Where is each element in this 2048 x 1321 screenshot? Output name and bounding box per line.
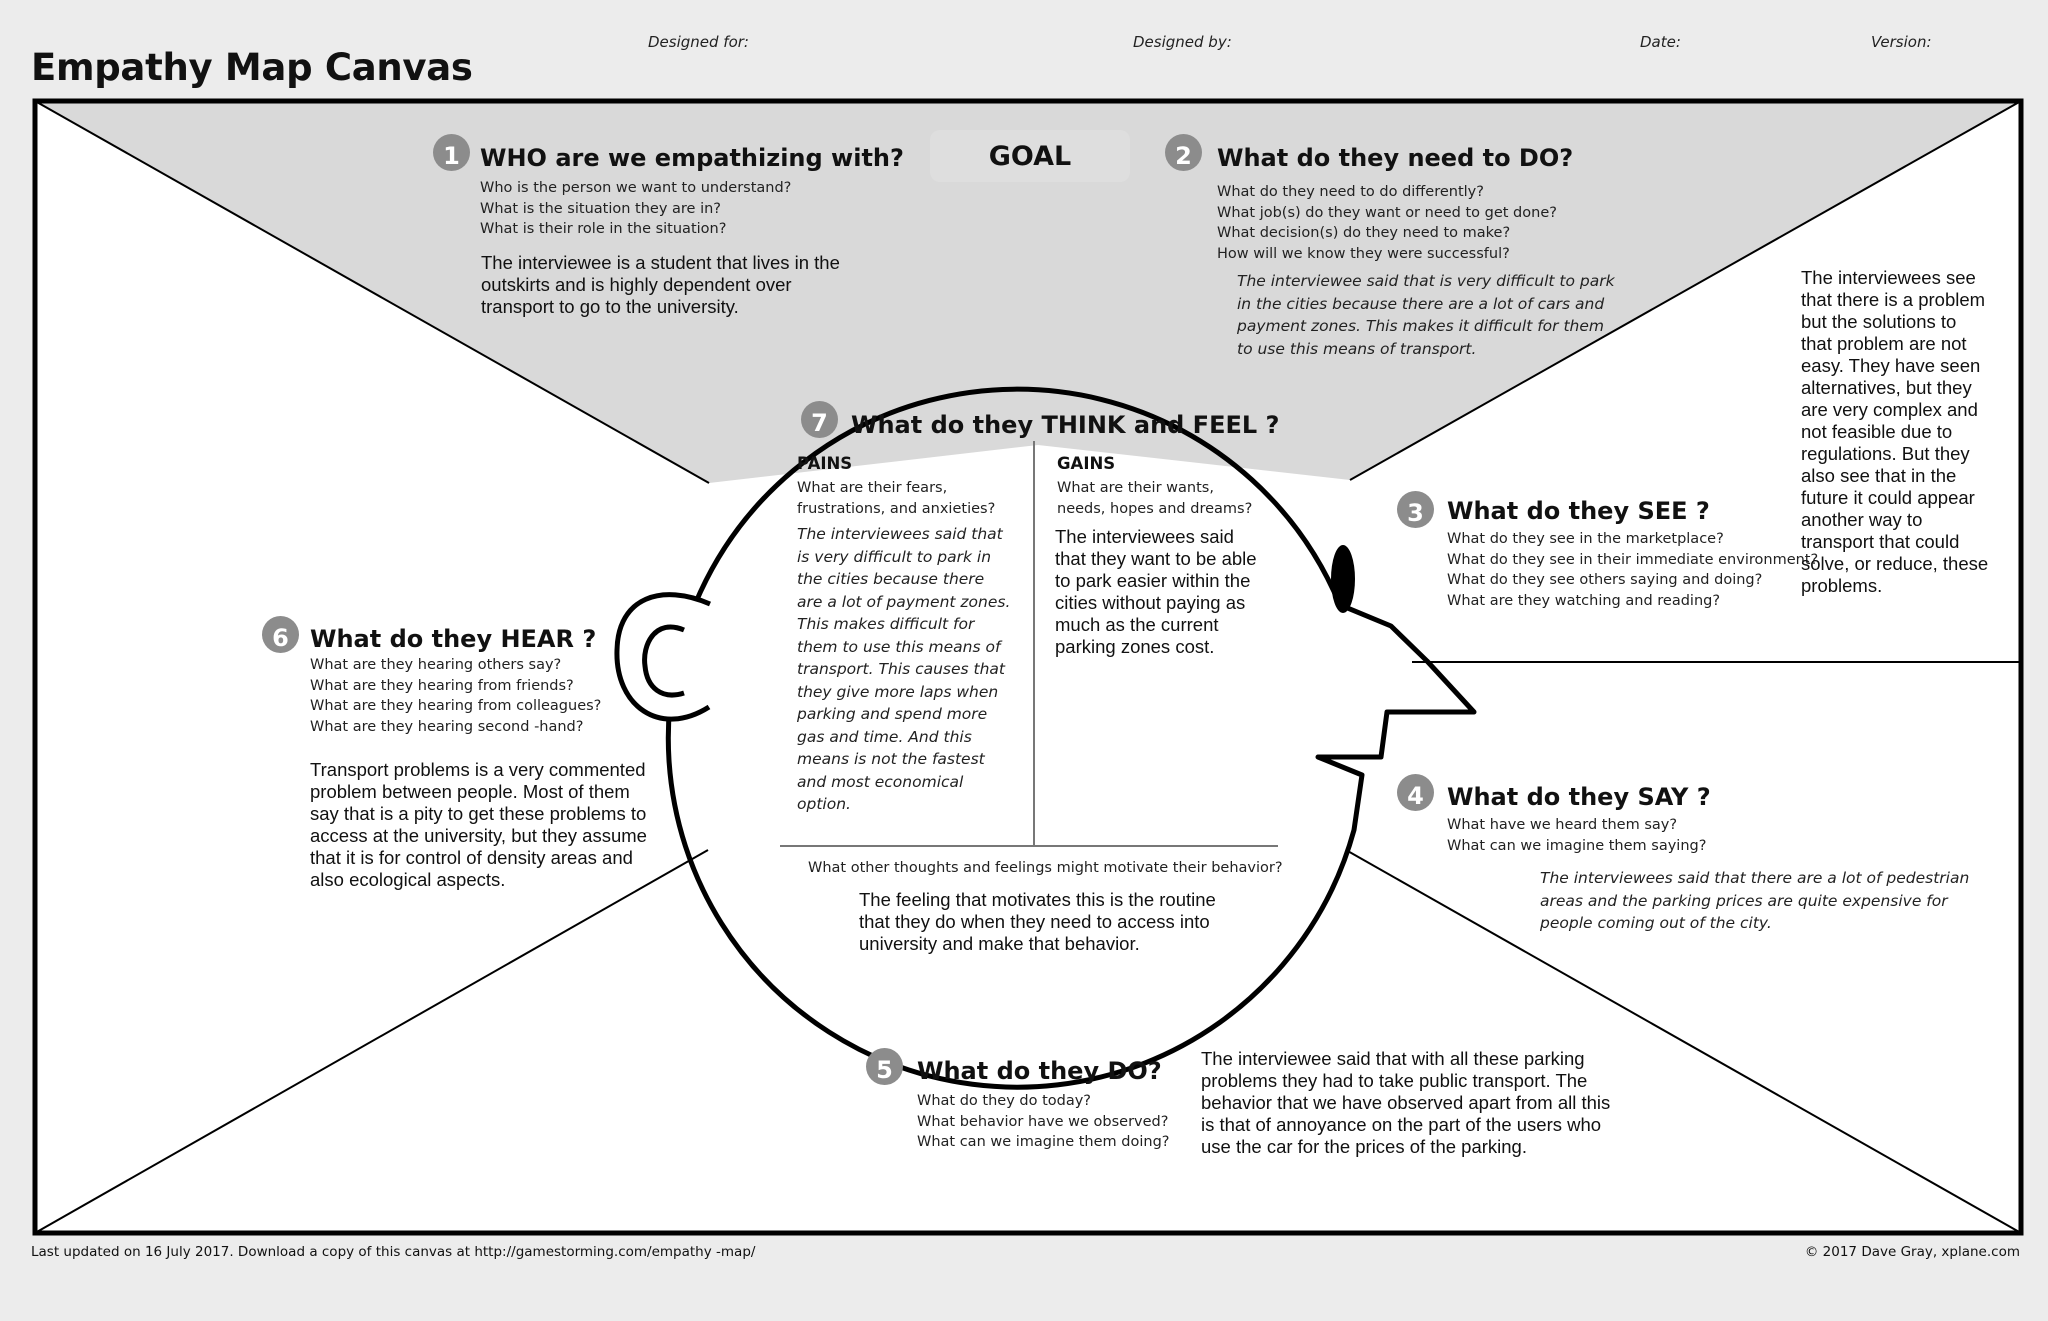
section-number-3: 3: [1397, 491, 1434, 528]
pains-answer: The interviewees said that is very difficult to park in the cities because there are a lot of payment zones. This makes difficult for them to use this means of transport. This causes that they give more laps when parking and spend more gas and time. And this means is not the fastest and most economical option.: [797, 525, 1011, 813]
who-answer: The interviewee is a student that lives in the outskirts and is highly dependent over transport to go to the university.: [481, 252, 840, 317]
footer-download-note: Last updated on 16 July 2017. Download a copy of this canvas at http://gamestorming.com/empathy -map/: [31, 1244, 756, 1260]
goal-label: GOAL: [930, 130, 1130, 182]
hear-questions: [310, 655, 601, 737]
pains-question: frustrations, and anxieties?: [797, 500, 996, 517]
who-question: Who is the person we want to understand?: [480, 180, 792, 196]
think-feel-title: What do they THINK and FEEL ?: [851, 411, 1280, 439]
do-question: What do they do today?: [917, 1093, 1091, 1109]
do-questions: [917, 1091, 1169, 1153]
gains-heading: GAINS: [1057, 454, 1116, 473]
hear-answer: Transport problems is a very commented problem between people. Most of them say that is a pity to get these problems to access at the university, but they assume that it is for control of density areas and also ecological aspects.: [310, 759, 647, 890]
need-to-do-answer: The interviewee said that is very difficult to park in the cities because there are a lot of cars and payment zones. This makes it difficult for them to use this means of transport.: [1237, 272, 1615, 358]
say-questions: [1447, 815, 1706, 856]
need-to-do-title: What do they need to DO?: [1217, 144, 1574, 172]
need-to-do-questions: [1217, 182, 1557, 264]
see-title: What do they SEE ?: [1447, 497, 1710, 525]
hear-question: What are they hearing second -hand?: [310, 718, 584, 735]
say-title: What do they SAY ?: [1447, 783, 1711, 811]
designed-by-label: Designed by:: [1133, 33, 1232, 51]
do-question: What behavior have we observed?: [917, 1113, 1169, 1130]
see-answer: The interviewees see that there is a problem but the solutions to that problem are not easy. They have seen alternatives, but they are very complex and not feasible due to regulations. But they also see that in the future it could appear another way to transport that could solve, or reduce, these problems.: [1801, 267, 1989, 596]
date-label: Date:: [1640, 33, 1681, 51]
say-question: What have we heard them say?: [1447, 817, 1678, 833]
need-to-do-question: What job(s) do they want or need to get done?: [1217, 204, 1557, 221]
see-question: What do they see in the marketplace?: [1447, 531, 1724, 547]
hear-title: What do they HEAR ?: [310, 625, 597, 653]
say-question: What can we imagine them saying?: [1447, 837, 1707, 854]
section-number-2: 2: [1165, 134, 1202, 171]
do-title: What do they DO?: [917, 1057, 1162, 1085]
footer-copyright: © 2017 Dave Gray, xplane.com: [1804, 1244, 2020, 1260]
who-questions: [480, 178, 791, 240]
do-answer: The interviewee said that with all these parking problems they had to take public transport. The behavior that we have observed apart from all this is that of annoyance on the part of the users who use the car for the prices of the parking.: [1201, 1048, 1611, 1157]
ear-outline: [617, 595, 710, 719]
hear-question: What are they hearing from friends?: [310, 677, 574, 694]
version-label: Version:: [1871, 33, 1932, 51]
need-to-do-question: How will we know they were successful?: [1217, 245, 1510, 262]
see-question: What do they see others saying and doing?: [1447, 572, 1763, 588]
who-title: WHO are we empathizing with?: [480, 144, 904, 172]
see-questions: [1447, 529, 1818, 611]
need-to-do-question: What decision(s) do they need to make?: [1217, 225, 1511, 241]
say-answer: The interviewees said that there are a lot of pedestrian areas and the parking prices are quite expensive for people coming out of the city.: [1540, 869, 1970, 932]
who-question: What is the situation they are in?: [480, 200, 721, 217]
gains-answer: The interviewees said that they want to be able to park easier within the cities without paying as much as the current parking zones cost.: [1055, 526, 1257, 657]
pains-question: What are their fears,: [797, 480, 948, 496]
page-title: Empathy Map Canvas: [31, 46, 473, 89]
hear-question: What are they hearing others say?: [310, 657, 562, 673]
do-question: What can we imagine them doing?: [917, 1134, 1170, 1150]
see-question: What are they watching and reading?: [1447, 592, 1721, 609]
section-number-7: 7: [801, 401, 838, 438]
pains-questions: [797, 478, 995, 519]
section-number-5: 5: [866, 1048, 903, 1085]
section-number-1: 1: [433, 134, 470, 171]
gains-question: What are their wants,: [1057, 480, 1214, 496]
eye-icon: [1331, 545, 1355, 613]
motivation-question: What other thoughts and feelings might motivate their behavior?: [808, 860, 1283, 876]
who-question: What is their role in the situation?: [480, 221, 727, 237]
see-question: What do they see in their immediate environment?: [1447, 551, 1819, 568]
pains-heading: PAINS: [797, 454, 853, 473]
gains-question: needs, hopes and dreams?: [1057, 500, 1253, 517]
need-to-do-question: What do they need to do differently?: [1217, 184, 1484, 200]
motivation-answer: The feeling that motivates this is the routine that they do when they need to access into university and make that behavior.: [859, 889, 1216, 954]
designed-for-label: Designed for:: [648, 33, 749, 51]
gains-questions: [1057, 478, 1252, 519]
section-number-4: 4: [1397, 774, 1434, 811]
hear-question: What are they hearing from colleagues?: [310, 698, 602, 714]
section-number-6: 6: [262, 616, 299, 653]
